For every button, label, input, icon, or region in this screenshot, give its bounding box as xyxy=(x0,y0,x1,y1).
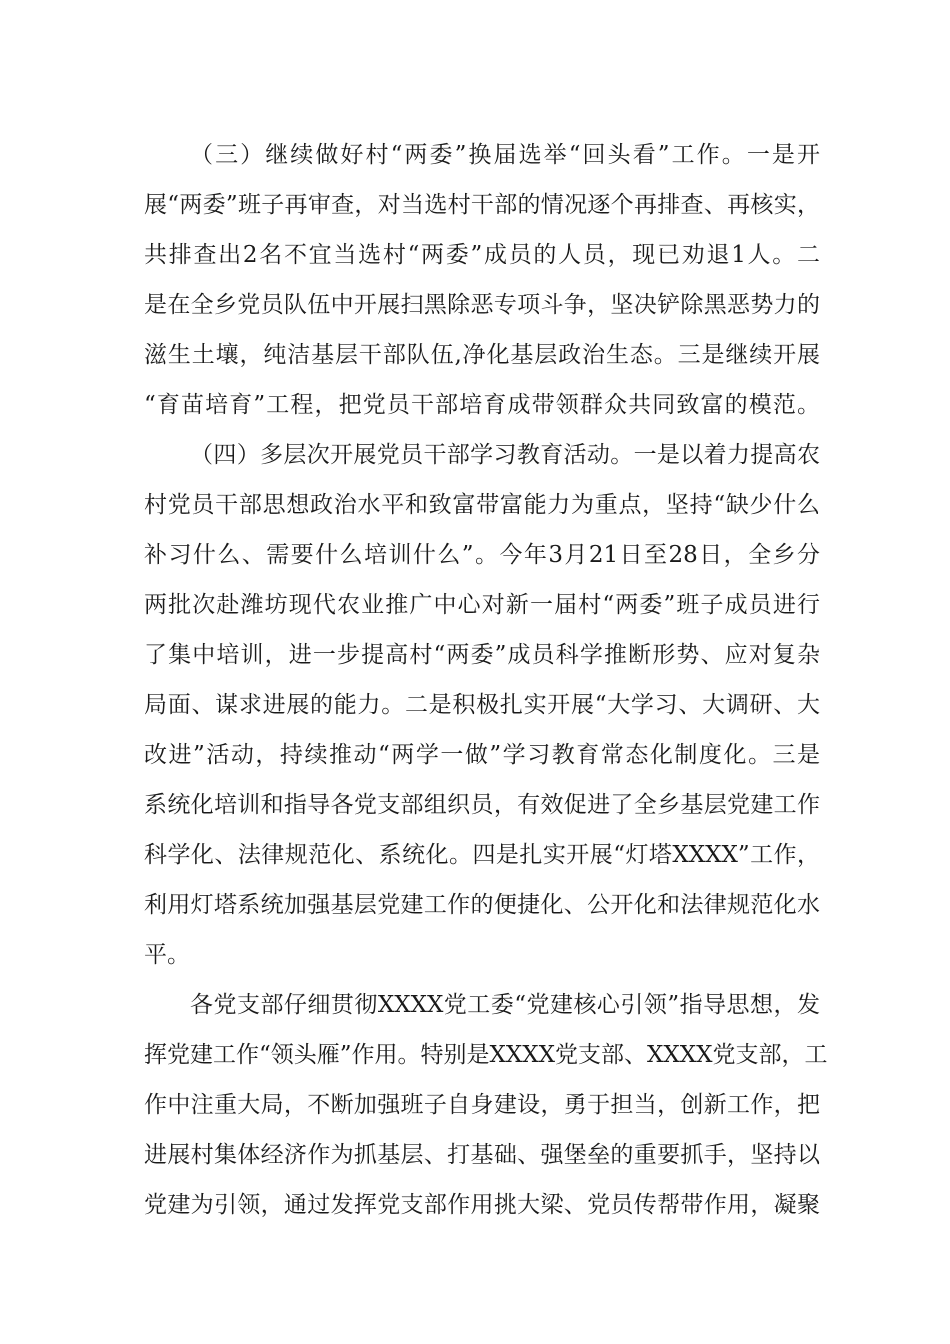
paragraph-line: 科学化、法律规范化、系统化。四是扎实开展“灯塔XXXX”工作， xyxy=(144,842,820,868)
paragraph-line: 党建为引领，通过发挥党支部作用挑大梁、党员传帮带作用，凝聚 xyxy=(144,1192,820,1218)
paragraph-line: 各党支部仔细贯彻XXXX党工委“党建核心引领”指导思想，发 xyxy=(190,992,820,1018)
paragraph-line: 共排查出2名不宜当选村“两委”成员的人员，现已劝退1人。二 xyxy=(144,242,820,268)
paragraph-line: （三）继续做好村“两委”换届选举“回头看”工作。一是开 xyxy=(190,142,820,168)
paragraph-line: 是在全乡党员队伍中开展扫黑除恶专项斗争，坚决铲除黑恶势力的 xyxy=(144,292,820,318)
paragraph-line: “育苗培育”工程，把党员干部培育成带领群众共同致富的模范。 xyxy=(144,392,820,418)
paragraph-line: （四）多层次开展党员干部学习教育活动。一是以着力提高农 xyxy=(190,442,820,468)
paragraph-line: 滋生土壤，纯洁基层干部队伍,净化基层政治生态。三是继续开展 xyxy=(144,342,820,368)
paragraph-line: 了集中培训，进一步提高村“两委”成员科学推断形势、应对复杂 xyxy=(144,642,820,668)
paragraph-line: 利用灯塔系统加强基层党建工作的便捷化、公开化和法律规范化水 xyxy=(144,892,820,918)
paragraph-line: 展“两委”班子再审查，对当选村干部的情况逐个再排查、再核实， xyxy=(144,192,820,218)
paragraph-line: 平。 xyxy=(144,942,190,968)
paragraph-line: 作中注重大局，不断加强班子自身建设，勇于担当，创新工作，把 xyxy=(144,1092,820,1118)
paragraph-line: 改进”活动，持续推动“两学一做”学习教育常态化制度化。三是 xyxy=(144,742,820,768)
paragraph-line: 挥党建工作“领头雁”作用。特别是XXXX党支部、XXXX党支部，工 xyxy=(144,1042,828,1068)
paragraph-line: 补习什么、需要什么培训什么”。今年3月21日至28日，全乡分 xyxy=(144,542,820,568)
paragraph-line: 村党员干部思想政治水平和致富带富能力为重点，坚持“缺少什么 xyxy=(144,492,820,518)
paragraph-line: 系统化培训和指导各党支部组织员，有效促进了全乡基层党建工作 xyxy=(144,792,820,818)
paragraph-line: 进展村集体经济作为抓基层、打基础、强堡垒的重要抓手，坚持以 xyxy=(144,1142,820,1168)
paragraph-line: 局面、谋求进展的能力。二是积极扎实开展“大学习、大调研、大 xyxy=(144,692,820,718)
paragraph-line: 两批次赴潍坊现代农业推广中心对新一届村“两委”班子成员进行 xyxy=(144,592,820,618)
